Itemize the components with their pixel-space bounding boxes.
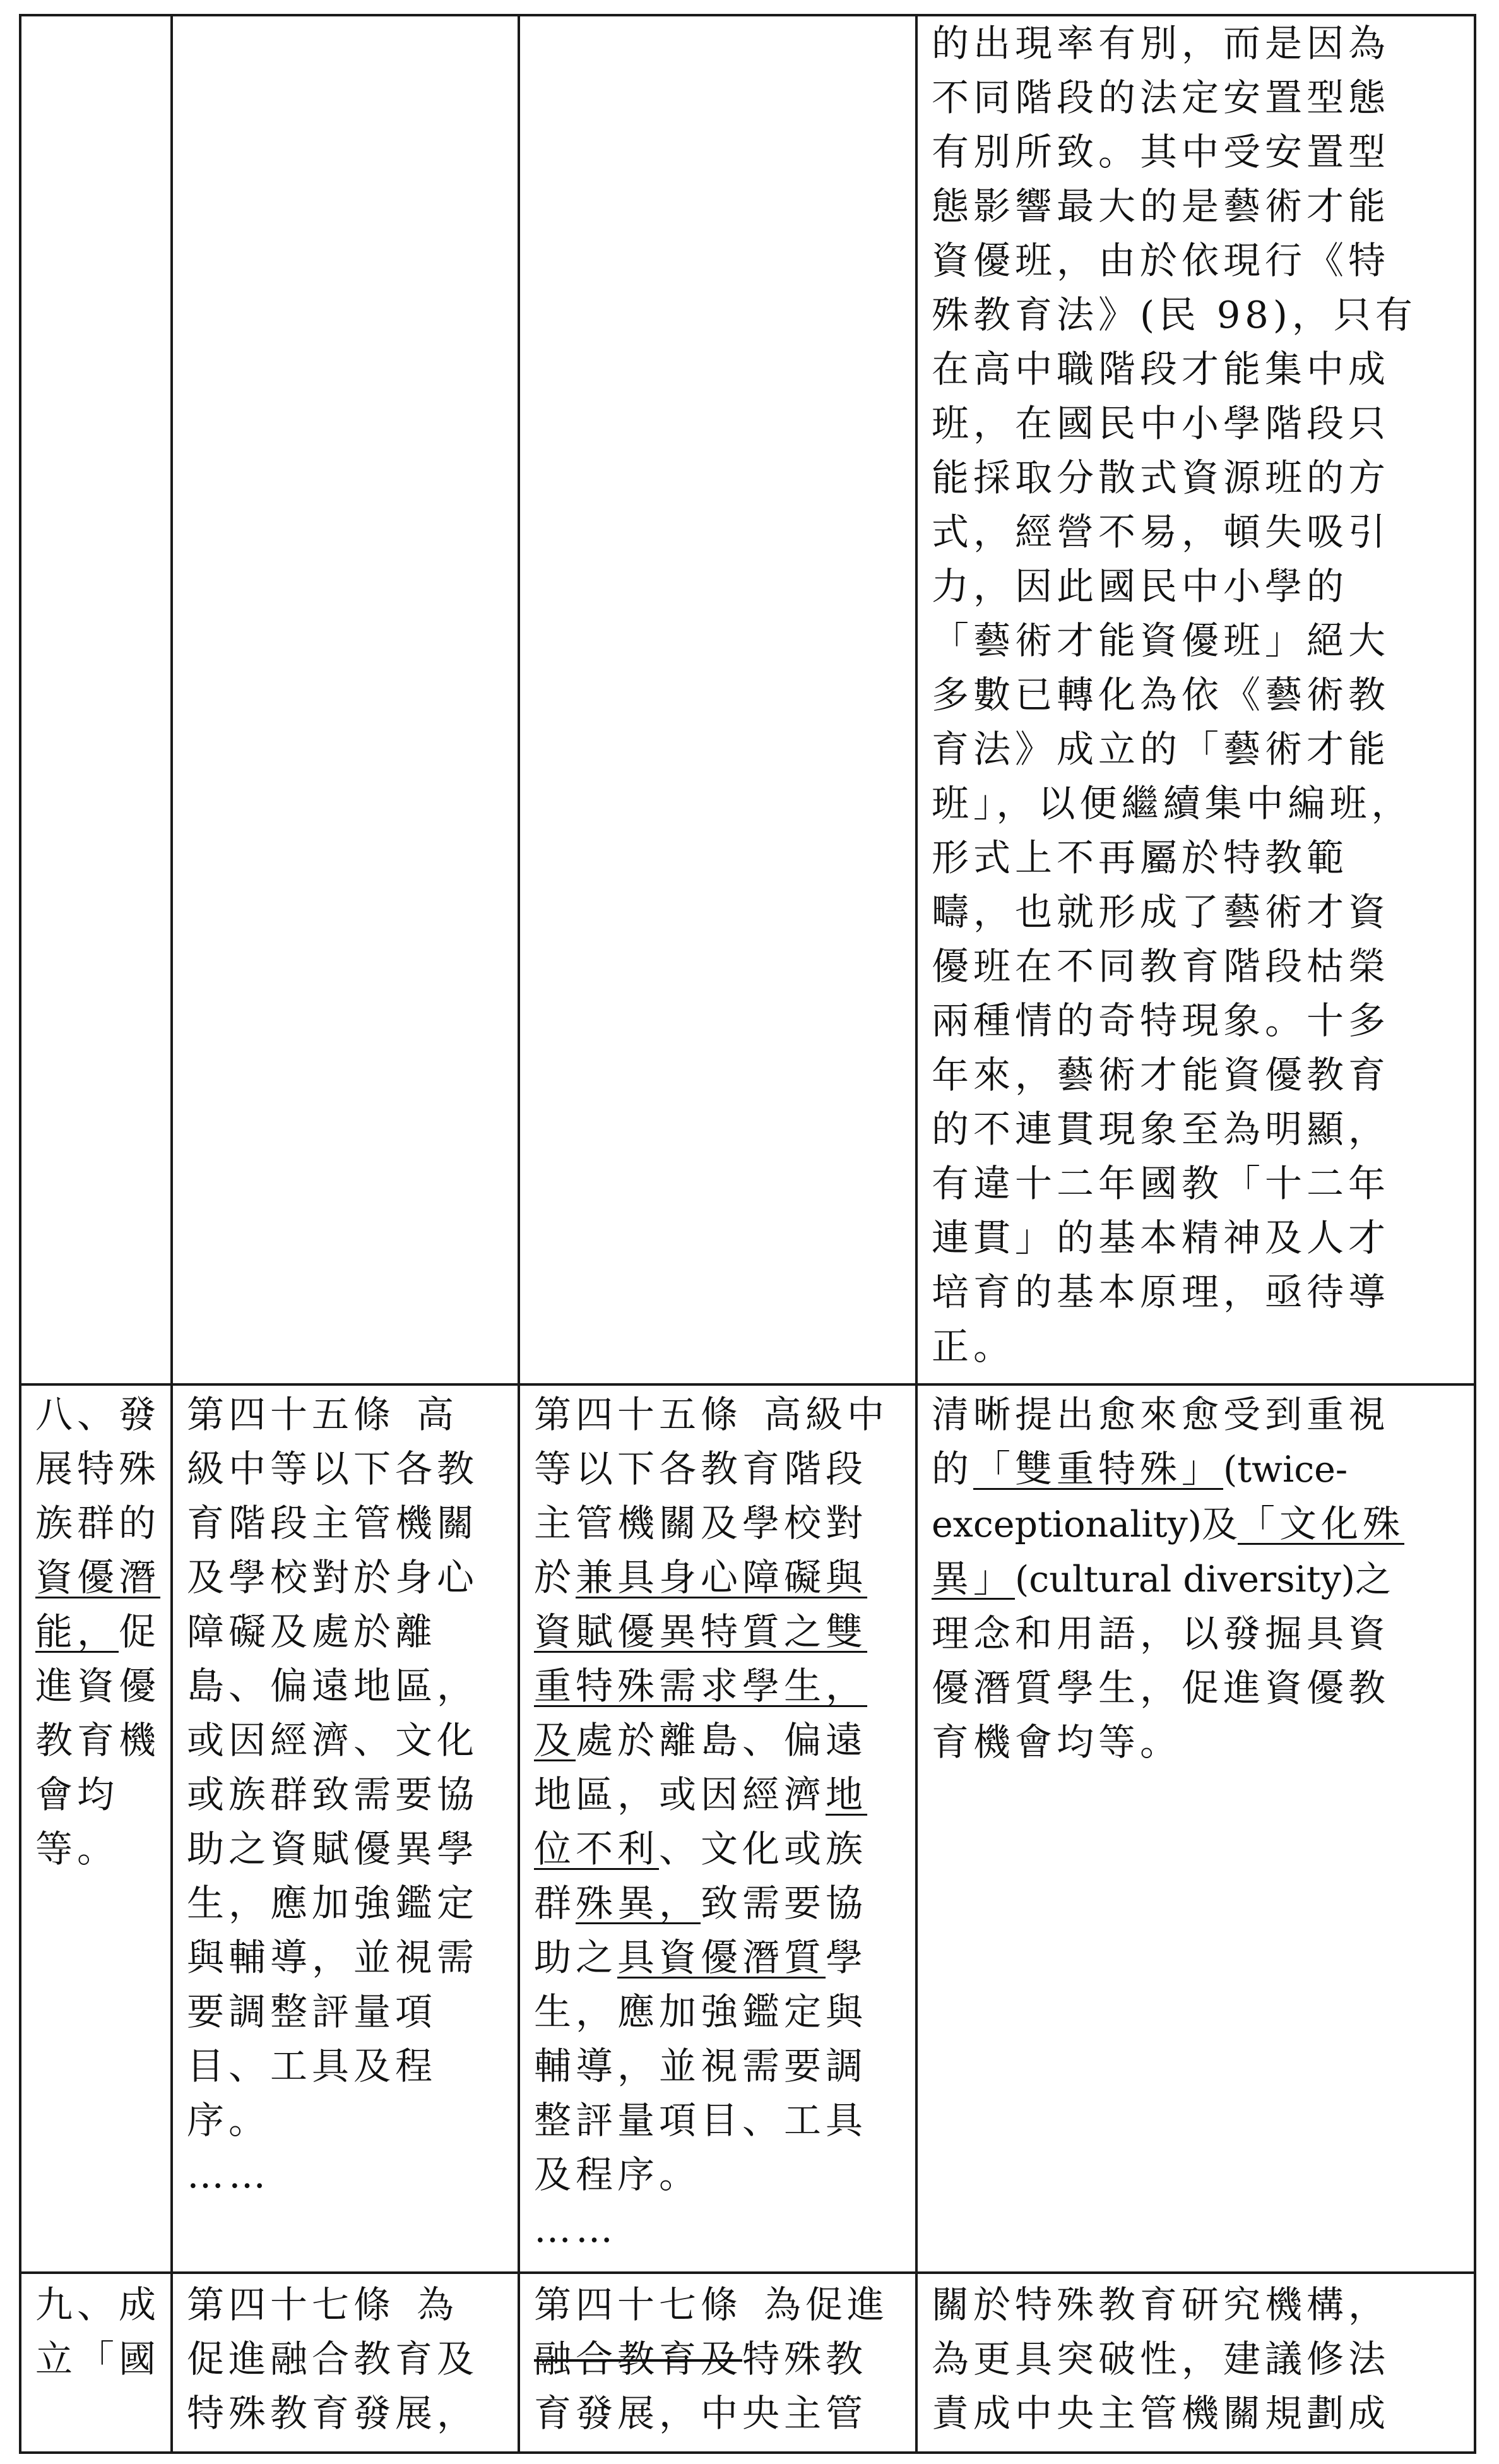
text-line — [932, 1497, 1461, 1552]
current-article-cell — [172, 1384, 519, 2273]
text-line: 或因經濟、文化 — [187, 1718, 479, 1762]
text-run: 地區，或因經濟 — [534, 1773, 826, 1816]
explanation-cell — [916, 15, 1475, 1384]
text-run: 高級中 — [764, 1393, 889, 1436]
text-line: 島、偏遠地區， — [187, 1664, 479, 1708]
ellipsis: …… — [187, 2153, 270, 2196]
text-line: 育機會均等。 — [932, 1720, 1182, 1764]
text-line: 優潛質學生，促進資優教 — [932, 1666, 1390, 1710]
text-run: 群 — [534, 1881, 576, 1925]
text-run: (cultural diversity)之 — [1015, 1559, 1392, 1600]
text-line: 能採取分散式資源班的方 — [932, 456, 1390, 499]
table-row-item-8 — [20, 1384, 1475, 2273]
underlined-text: 殊異， — [576, 1881, 701, 1925]
text-line: 兩種情的奇特現象。十多 — [932, 999, 1390, 1042]
text-run: 、文化或族 — [659, 1827, 868, 1871]
text-line: 生，應加強鑑定與 — [534, 1990, 868, 2033]
explanation-cell — [916, 2273, 1475, 2453]
text-line: 殊教育法》(民 98)，只有 — [932, 293, 1417, 336]
text-line: 態影響最大的是藝術才能 — [932, 184, 1390, 228]
item-cell — [20, 2273, 172, 2453]
text-line: 責成中央主管機關規劃成 — [932, 2391, 1390, 2435]
text-line: 育法》成立的「藝術才能 — [932, 727, 1390, 771]
table-row-continued — [20, 15, 1475, 1384]
underlined-text: 資賦優異特質之雙 — [534, 1610, 868, 1653]
text-line: 班，在國民中小學階段只 — [932, 402, 1390, 445]
text-line: 正。 — [932, 1324, 1016, 1368]
text-line: 助之資賦優異學 — [187, 1827, 479, 1871]
text-line: 族群的 — [35, 1501, 161, 1545]
text-line: 及學校對於身心 — [187, 1556, 479, 1599]
text-line: 關於特殊教育研究機構， — [932, 2283, 1390, 2326]
ellipsis: …… — [534, 2207, 617, 2251]
text-line: 障礙及處於離 — [187, 1610, 437, 1653]
proposed-article-cell — [519, 15, 916, 1384]
article-number: 第四十五條 — [187, 1393, 396, 1436]
text-line — [534, 1713, 903, 1768]
text-line: 等。 — [35, 1827, 119, 1871]
text-line: 會均 — [35, 1773, 119, 1816]
underlined-text: 「雙重特殊」 — [973, 1447, 1224, 1491]
text-line: 展特殊 — [35, 1447, 161, 1491]
text-line: 連貫」的基本精神及人才 — [932, 1216, 1390, 1259]
underlined-text: 異」 — [932, 1557, 1016, 1600]
text-line — [187, 2278, 505, 2332]
text-line: 不同階段的法定安置型態 — [932, 76, 1390, 119]
text-line — [932, 1442, 1461, 1497]
underlined-text: 地 — [826, 1773, 868, 1816]
text-line — [932, 1552, 1461, 1607]
underlined-text: 位不利 — [534, 1827, 660, 1871]
text-line: 「藝術才能資優班」絕大 — [932, 619, 1390, 662]
text-line: 生，應加強鑑定 — [187, 1881, 479, 1925]
text-line: 九、成 — [35, 2283, 161, 2326]
text-line: 目、工具及程 — [187, 2044, 437, 2088]
text-line: 的出現率有別，而是因為 — [932, 21, 1390, 65]
text-line: 有別所致。其中受安置型 — [932, 130, 1390, 174]
text-line: 優班在不同教育階段枯榮 — [932, 944, 1390, 988]
text-run: (twice- — [1223, 1449, 1348, 1491]
struck-text: 融合教育及 — [534, 2337, 743, 2381]
text-line: 年來，藝術才能資優教育 — [932, 1053, 1390, 1097]
text-run: 高 — [417, 1393, 459, 1436]
text-run: 的 — [932, 1447, 974, 1491]
text-line: 多數已轉化為依《藝術教 — [932, 673, 1390, 717]
underlined-text: 具資優潛質 — [617, 1936, 826, 1979]
text-line: 培育的基本原理，亟待導 — [932, 1270, 1390, 1314]
underlined-text: 「文化殊 — [1237, 1502, 1404, 1545]
article-number: 第四十七條 — [187, 2283, 396, 2326]
text-run: 致需要協 — [701, 1881, 868, 1925]
proposed-article-cell — [519, 2273, 916, 2453]
underlined-text: 重特殊需求學生， — [534, 1664, 868, 1708]
explanation-text — [932, 16, 1461, 1374]
text-line: 級中等以下各教 — [187, 1447, 479, 1491]
text-line: 育發展，中央主管 — [534, 2391, 868, 2435]
underlined-text: 及 — [534, 1718, 576, 1762]
text-line: 疇，也就形成了藝術才資 — [932, 890, 1390, 934]
text-run: 為促進 — [764, 2283, 889, 2326]
text-line: 在高中職階段才能集中成 — [932, 347, 1390, 391]
text-line: 的不連貫現象至為明顯， — [932, 1107, 1390, 1151]
text-line: 輔導，並視需要調 — [534, 2044, 868, 2088]
text-line: 教育機 — [35, 1718, 161, 1762]
text-line: 為更具突破性，建議修法 — [932, 2337, 1390, 2381]
text-line: 主管機關及學校對 — [534, 1501, 868, 1545]
underlined-text: 資優潛 — [35, 1556, 161, 1599]
text-line: 八、發 — [35, 1393, 161, 1436]
text-line: 與輔導，並視需 — [187, 1936, 479, 1979]
amendment-comparison-table — [19, 14, 1476, 2454]
text-run: exceptionality)及 — [932, 1504, 1238, 1545]
text-line: 班」，以便繼續集中編班， — [932, 782, 1413, 825]
item-cell — [20, 1384, 172, 2273]
table-row-item-9 — [20, 2273, 1475, 2453]
text-line: 理念和用語，以發掘具資 — [932, 1612, 1390, 1655]
article-number: 第四十七條 — [534, 2283, 743, 2326]
text-line: 立「國 — [35, 2337, 161, 2381]
text-run: 特殊教 — [742, 2337, 868, 2381]
text-line: 整評量項目、工具 — [534, 2098, 868, 2142]
text-line: 或族群致需要協 — [187, 1773, 479, 1816]
text-line: 資優班，由於依現行《特 — [932, 239, 1390, 282]
text-line — [534, 1550, 903, 1605]
text-line: 形式上不再屬於特教範 — [932, 836, 1349, 879]
item-cell — [20, 15, 172, 1384]
underlined-text: 能， — [35, 1610, 119, 1653]
text-run: 為 — [417, 2283, 459, 2326]
text-line: 有違十二年國教「十二年 — [932, 1162, 1390, 1205]
text-line — [187, 1388, 505, 1442]
text-line: 育階段主管機關 — [187, 1501, 479, 1545]
text-run: 於 — [534, 1556, 576, 1599]
text-line: 及程序。 — [534, 2153, 701, 2196]
explanation-cell — [916, 1384, 1475, 2273]
text-line: 力，因此國民中小學的 — [932, 564, 1349, 608]
text-line — [534, 1876, 903, 1931]
text-run: 處於離島、偏遠 — [576, 1718, 868, 1762]
text-line: 清晰提出愈來愈受到重視 — [932, 1393, 1390, 1436]
text-line — [534, 2278, 903, 2332]
underlined-text: 兼具身心障礙與 — [576, 1556, 868, 1599]
article-number: 第四十五條 — [534, 1393, 743, 1436]
proposed-article-cell — [519, 1384, 916, 2273]
text-line — [534, 1768, 903, 1822]
text-line — [35, 1605, 161, 1659]
text-run: 學 — [826, 1936, 868, 1979]
text-line: 特殊教育發展， — [187, 2391, 479, 2435]
text-line: 促進融合教育及 — [187, 2337, 479, 2381]
text-run: 促 — [119, 1610, 161, 1653]
current-article-cell — [172, 15, 519, 1384]
current-article-cell — [172, 2273, 519, 2453]
text-line — [534, 2332, 903, 2386]
text-line — [534, 1388, 903, 1442]
text-line: 等以下各教育階段 — [534, 1447, 868, 1491]
text-line: 要調整評量項 — [187, 1990, 437, 2033]
text-run: 助之 — [534, 1936, 618, 1979]
text-line — [534, 1822, 903, 1876]
text-line: 序。 — [187, 2098, 271, 2142]
text-line — [534, 1931, 903, 1985]
text-line: 式，經營不易，頓失吸引 — [932, 510, 1390, 554]
text-line: 進資優 — [35, 1664, 161, 1708]
